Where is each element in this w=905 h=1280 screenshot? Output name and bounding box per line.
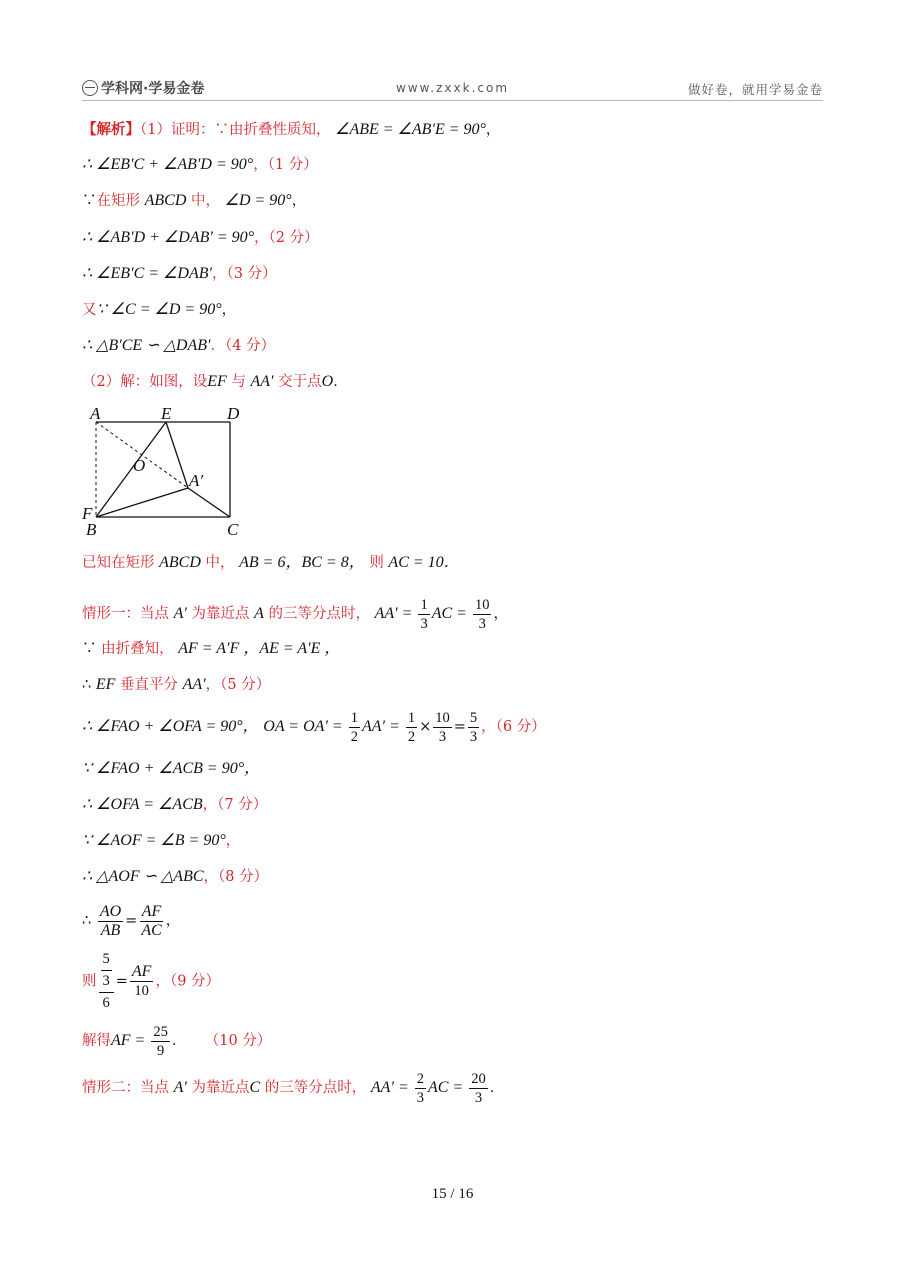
solution-line-19: 则 $\frac{\frac{5}{3}}{6}$ = $\frac{AF}{10}$ ，（9 分） (82, 951, 221, 1011)
solution-line-9: 已知在矩形 ABCD 中， AB = 6，BC = 8， 则 AC = 10． (82, 554, 460, 571)
solution-line-3: ∵在矩形 ABCD 中， ∠D = 90°， (82, 192, 307, 209)
solution-line-11: ∵ 由折叠知， AF = A′F ，AE = A′E ， (82, 640, 341, 657)
solution-line-20: 解得AF = $\frac{25}{9}$ ． （10 分） (82, 1023, 272, 1059)
solution-line-4: ∴ ∠AB′D + ∠DAB′ = 90°，（2 分） (82, 229, 319, 246)
segment-ef (96, 422, 166, 517)
solution-line-17: ∴ △AOF ∽ △ABC，（8 分） (82, 868, 269, 885)
solution-line-8: （2）解：如图，设EF 与 AA′ 交于点O． (82, 373, 348, 390)
label-c: C (227, 520, 239, 539)
label-e: E (161, 404, 172, 423)
segment-ea-prime (166, 422, 188, 488)
solution-line-13: ∴ ∠FAO + ∠OFA = 90°， OA = OA′ = $\frac{1}{2}$ AA′ = $\frac{1}{2}$ × $\frac{10}{3}$ = $\frac{5}{3}$ ，（6 分） (82, 709, 546, 745)
label-d: D (227, 404, 240, 423)
label-o: O (133, 456, 146, 475)
segment-a-prime-c (188, 488, 230, 517)
solution-line-2: ∴ ∠EB′C + ∠AB′D = 90°，（1 分） (82, 156, 318, 173)
solution-line-15: ∴ ∠OFA = ∠ACB，（7 分） (82, 796, 268, 813)
brand-text: 学科网·学易金卷 (101, 81, 205, 97)
solution-line-1: 【解析】（1）证明：∵由折叠性质知， ∠ABE = ∠AB′E = 90°， (82, 121, 501, 138)
solution-line-12: ∴ EF 垂直平分 AA′，（5 分） (82, 676, 271, 693)
geometry-figure (80, 402, 255, 542)
site-url: www.zxxk.com (395, 81, 510, 95)
slogan: 做好卷，就用学易金卷 (687, 82, 823, 97)
segment-fa-prime (96, 488, 188, 517)
label-a: A (90, 404, 101, 423)
solution-line-6: 又∵ ∠C = ∠D = 90°， (82, 301, 237, 318)
solution-line-18: ∴ $\frac{AO}{AB}$ = $\frac{AF}{AC}$ ， (82, 902, 181, 939)
solution-line-5: ∴ ∠EB′C = ∠DAB′，（3 分） (82, 265, 277, 282)
solution-line-21: 情形二：当点 A′ 为靠近点C 的三等分点时， AA′ = $\frac{2}{3}$ AC = $\frac{20}{3}$ ． (82, 1070, 505, 1106)
solution-line-10: 情形一：当点 A′ 为靠近点 A 的三等分点时， AA′ = $\frac{1}{3}$ AC = $\frac{10}{3}$ ， (82, 596, 508, 632)
label-f: F (82, 504, 93, 523)
page-number: 15 / 16 (431, 1186, 474, 1202)
solution-line-16: ∵ ∠AOF = ∠B = 90°， (82, 832, 241, 849)
solution-line-14: ∵ ∠FAO + ∠ACB = 90°， (82, 760, 261, 777)
label-a-prime: A′ (189, 471, 204, 490)
page-header (82, 78, 823, 101)
solution-line-7: ∴ △B′CE ∽ △DAB′．（4 分） (82, 337, 276, 354)
label-b: B (86, 520, 97, 539)
